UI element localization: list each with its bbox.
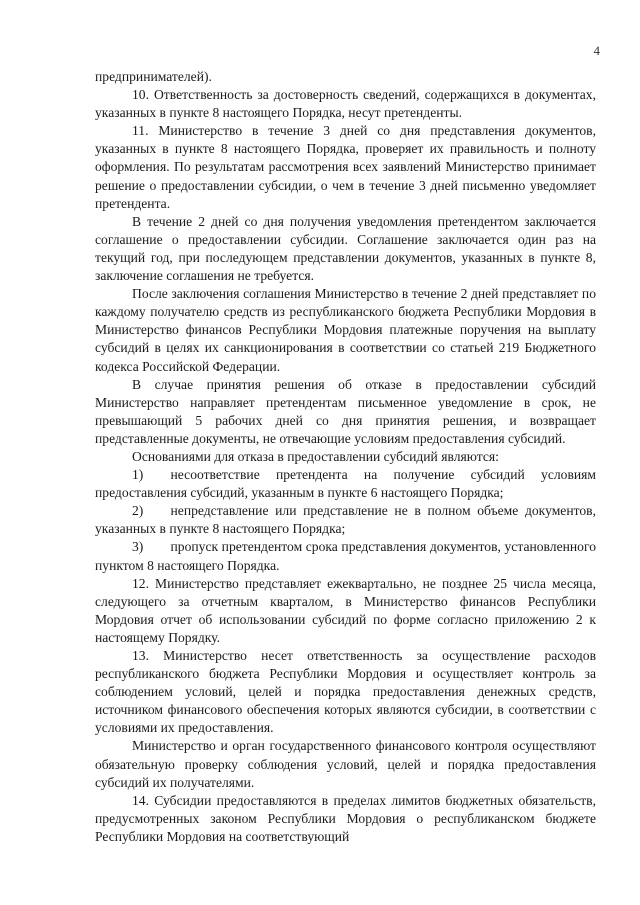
paragraph-refusal-grounds: Основаниями для отказа в предоставлении субсидий являются:	[132, 448, 499, 464]
paragraph-refusal-notice: В случае принятия решения об отказе в предоставлении субсидий Министерство направляет претендентам письменное уведомление в срок, не превышающий 5 рабочих дней со дня принятия решения, и возвращает представленные документы, не отвечающие условиям предоставления субсидий.	[95, 376, 596, 446]
paragraph-11: 11. Министерство в течение 3 дней со дня представления документов, указанных в пункте 8 настоящего Порядка, проверяет их правильность и полноту оформления. По результатам рассмотрения всех заявлений Министерство принимает решение о предоставлении субсидии, о чем в течение 3 дней письменно уведомляет претендента.	[95, 123, 596, 211]
document-body	[95, 68, 596, 846]
list-item-3: 3) пропуск претендентом срока представления документов, установленного пунктом 8 настоящего Порядка.	[95, 539, 596, 573]
paragraph-14: 14. Субсидии предоставляются в пределах лимитов бюджетных обязательств, предусмотренных законом Республики Мордовия о республиканском бюджете Республики Мордовия на соответствующий	[95, 792, 596, 844]
paragraph-financial-control: Министерство и орган государственного финансового контроля осуществляют обязательную проверку соблюдения условий, целей и порядка предоставления субсидий их получателями.	[95, 738, 596, 790]
paragraph-10: 10. Ответственность за достоверность сведений, содержащихся в документах, указанных в пункте 8 настоящего Порядка, несут претенденты.	[95, 87, 596, 121]
paragraph-payment-orders: После заключения соглашения Министерство в течение 2 дней представляет по каждому получателю средств из республиканского бюджета Республики Мордовия в Министерство финансов Республики Мордовия платежные поручения на выплату субсидий в целях их санкционирования в соответствии со статьей 219 Бюджетного кодекса Российской Федерации.	[95, 286, 596, 374]
list-item-1: 1) несоответствие претендента на получение субсидий условиям предоставления субсидий, указанным в пункте 6 настоящего Порядка;	[95, 467, 596, 501]
paragraph-continuation: предпринимателей).	[95, 69, 212, 84]
paragraph-12: 12. Министерство представляет ежеквартально, не позднее 25 числа месяца, следующего за отчетным кварталом, в Министерство финансов Республики Мордовия отчет об использовании субсидий по форме согласно приложению 2 к настоящему Порядку.	[95, 575, 596, 645]
list-item-2: 2) непредставление или представление не в полном объеме документов, указанных в пункте 8 настоящего Порядка;	[95, 503, 596, 537]
page-number: 4	[593, 43, 600, 58]
paragraph-agreement-term: В течение 2 дней со дня получения уведомления претендентом заключается соглашение о предоставлении субсидии. Соглашение заключается один раз на текущий год, при последующем представлении документов, указанных в пункте 8, заключение соглашения не требуется.	[95, 213, 596, 284]
paragraph-13: 13. Министерство несет ответственность за осуществление расходов республиканского бюджета Республики Мордовия и осуществляет контроль за соблюдением условий, целей и порядка предоставления денежных средств, источником финансового обеспечения которых являются субсидии, в соответствии с условиями их предоставления.	[95, 648, 596, 736]
